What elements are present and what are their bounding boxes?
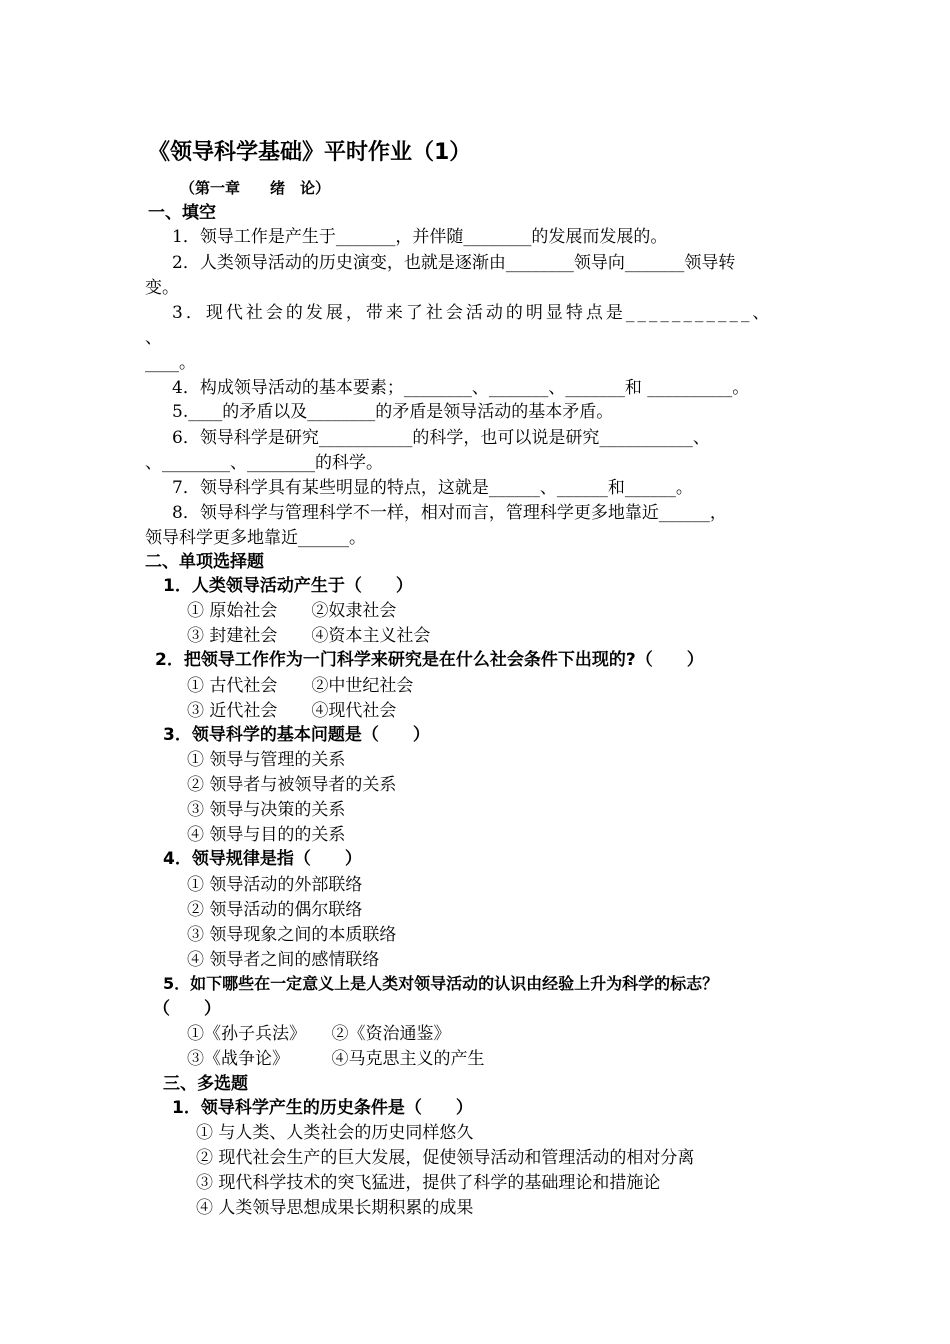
fill-question-2-continued: 变。 [145,278,179,298]
single-question-4-option-4: ④ 领导者之间的感情联络 [187,950,380,970]
fill-question-3: 3．现代社会的发展，带来了社会活动的明显特点是___________、 [172,303,773,323]
fill-question-4: 4．构成领导活动的基本要素；________、_______、_______和 __________。 [172,378,750,398]
fill-question-5: 5.____的矛盾以及________的矛盾是领导活动的基本矛盾。 [172,402,614,422]
multi-question-1-option-2: ② 现代社会生产的巨大发展，促使领导活动和管理活动的相对分离 [196,1148,695,1168]
multi-question-1-option-4: ④ 人类领导思想成果长期积累的成果 [196,1198,474,1218]
single-question-4-option-1: ① 领导活动的外部联络 [187,875,363,895]
single-question-1: 1．人类领导活动产生于（ ） [163,576,413,596]
single-question-5-options-b: ③《战争论》 ④马克思主义的产生 [187,1049,485,1069]
page-title: 《领导科学基础》平时作业（1） [148,140,472,165]
section-heading-fill: 一、填空 [148,203,216,223]
fill-question-6: 6．领导科学是研究___________的科学，也可以说是研究___________、 [172,428,710,448]
single-question-4-option-2: ② 领导活动的偶尔联络 [187,900,363,920]
single-question-5: 5．如下哪些在一定意义上是人类对领导活动的认识由经验上升为科学的标志？ [163,974,719,993]
single-question-3-option-2: ② 领导者与被领导者的关系 [187,775,397,795]
section-heading-single: 二、单项选择题 [145,552,264,572]
single-question-3-option-3: ③ 领导与决策的关系 [187,800,346,820]
single-question-2: 2．把领导工作作为一门科学来研究是在什么社会条件下出现的?（ ） [155,650,704,670]
chapter-subtitle: （第一章 绪 论） [180,179,331,197]
single-question-2-options-a: ① 古代社会 ②中世纪社会 [187,676,414,696]
fill-question-8-continued: 领导科学更多地靠近______。 [145,528,366,548]
fill-question-1: 1．领导工作是产生于_______，并伴随________的发展而发展的。 [172,227,668,247]
fill-question-3-continued: 、 [145,328,162,348]
single-question-4-option-3: ③ 领导现象之间的本质联络 [187,925,397,945]
section-heading-multi: 三、多选题 [163,1074,248,1094]
fill-question-7: 7．领导科学具有某些明显的特点，这就是______、______和______。 [172,478,693,498]
multi-question-1-option-1: ① 与人类、人类社会的历史同样悠久 [196,1123,474,1143]
single-question-4: 4．领导规律是指（ ） [163,849,362,869]
single-question-3-option-4: ④ 领导与目的的关系 [187,825,346,845]
fill-question-3-end: ____。 [145,353,196,373]
single-question-1-options-a: ① 原始社会 ②奴隶社会 [187,601,397,621]
single-question-5-options-a: ①《孙子兵法》 ②《资治通鉴》 [187,1024,451,1044]
fill-question-8: 8．领导科学与管理科学不一样，相对而言，管理科学更多地靠近______， [172,503,727,523]
fill-question-2: 2．人类领导活动的历史演变，也就是逐渐由________领导向_______领导转 [172,253,736,273]
single-question-3-option-1: ① 领导与管理的关系 [187,750,346,770]
multi-question-1: 1．领导科学产生的历史条件是（ ） [172,1098,473,1118]
single-question-3: 3．领导科学的基本问题是（ ） [163,725,430,745]
multi-question-1-option-3: ③ 现代科学技术的突飞猛进，提供了科学的基础理论和措施论 [196,1173,661,1193]
single-question-1-options-b: ③ 封建社会 ④资本主义社会 [187,626,431,646]
fill-question-6-continued: 、________、________的科学。 [145,453,383,473]
single-question-5-continued: （ ） [153,999,221,1019]
single-question-2-options-b: ③ 近代社会 ④现代社会 [187,701,397,721]
